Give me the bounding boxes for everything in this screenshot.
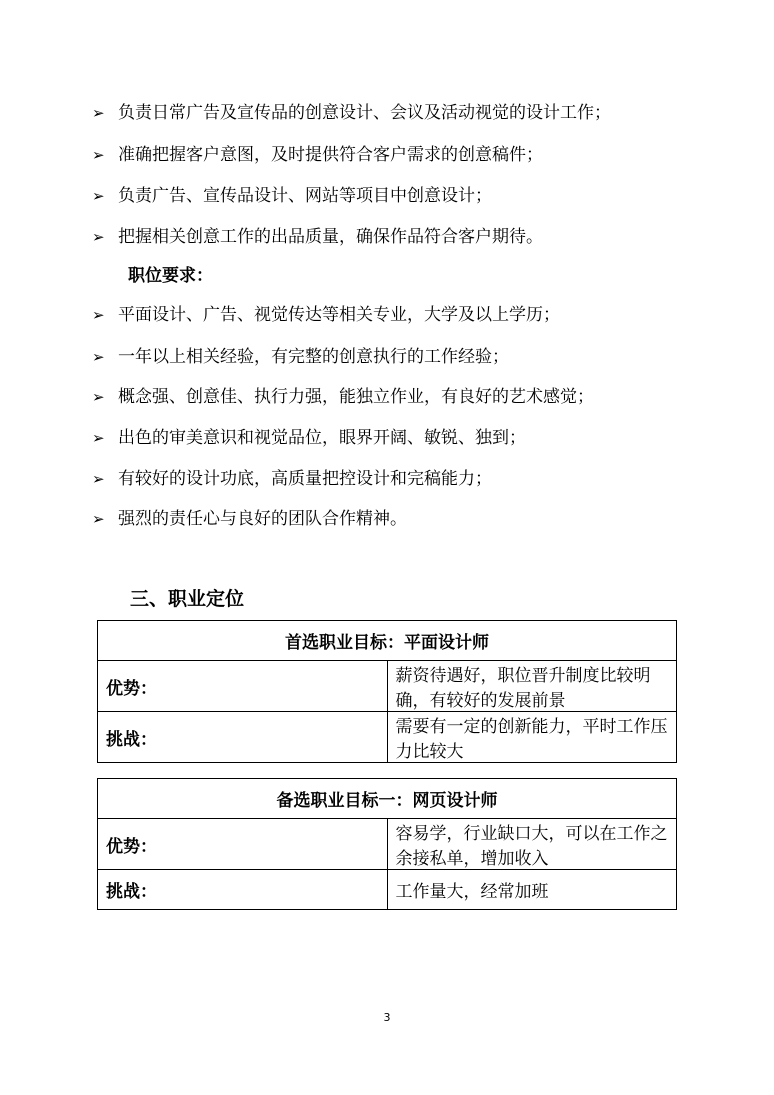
row-label: 挑战： bbox=[98, 712, 388, 763]
section-title: 三、职业定位 bbox=[130, 588, 245, 610]
row-label: 优势： bbox=[98, 819, 388, 870]
table-row bbox=[98, 870, 677, 910]
duty-text: 负责日常广告及宣传品的创意设计、会议及活动视觉的设计工作； bbox=[118, 103, 611, 123]
list-item bbox=[92, 426, 526, 450]
arrow-bullet-icon: ➢ bbox=[92, 187, 105, 205]
list-item bbox=[92, 303, 560, 327]
list-item bbox=[92, 385, 594, 409]
arrow-bullet-icon: ➢ bbox=[92, 348, 105, 366]
list-item bbox=[92, 143, 543, 167]
arrow-bullet-icon: ➢ bbox=[92, 470, 105, 488]
row-value: 工作量大，经常加班 bbox=[387, 870, 677, 910]
table-row bbox=[98, 661, 677, 712]
list-item bbox=[92, 467, 492, 491]
requirement-text: 概念强、创意佳、执行力强，能独立作业，有良好的艺术感觉； bbox=[118, 387, 594, 407]
table-row bbox=[98, 621, 677, 661]
career-goal-table bbox=[97, 778, 677, 910]
table-row bbox=[98, 712, 677, 763]
list-item bbox=[92, 345, 509, 369]
arrow-bullet-icon: ➢ bbox=[92, 146, 105, 164]
requirements-heading: 职位要求： bbox=[128, 266, 213, 286]
row-label: 优势： bbox=[98, 661, 388, 712]
arrow-bullet-icon: ➢ bbox=[92, 510, 105, 528]
row-value: 容易学，行业缺口大，可以在工作之余接私单，增加收入 bbox=[387, 819, 677, 870]
table-row bbox=[98, 779, 677, 819]
requirement-text: 有较好的设计功底，高质量把控设计和完稿能力； bbox=[118, 469, 492, 489]
table-row bbox=[98, 819, 677, 870]
arrow-bullet-icon: ➢ bbox=[92, 104, 105, 122]
duty-text: 把握相关创意工作的出品质量，确保作品符合客户期待。 bbox=[118, 227, 543, 247]
table-title: 备选职业目标一：网页设计师 bbox=[98, 779, 677, 819]
list-item bbox=[92, 184, 492, 208]
requirement-text: 出色的审美意识和视觉品位，眼界开阔、敏锐、独到； bbox=[118, 428, 526, 448]
duty-text: 负责广告、宣传品设计、网站等项目中创意设计； bbox=[118, 186, 492, 206]
row-label: 挑战： bbox=[98, 870, 388, 910]
list-item bbox=[92, 507, 407, 531]
career-goal-table bbox=[97, 620, 677, 763]
requirement-text: 一年以上相关经验，有完整的创意执行的工作经验； bbox=[118, 347, 509, 367]
page-number: 3 bbox=[383, 1011, 391, 1024]
row-value: 薪资待遇好，职位晋升制度比较明确，有较好的发展前景 bbox=[387, 661, 677, 712]
arrow-bullet-icon: ➢ bbox=[92, 306, 105, 324]
requirement-text: 平面设计、广告、视觉传达等相关专业，大学及以上学历； bbox=[118, 305, 560, 325]
list-item bbox=[92, 101, 611, 125]
requirement-text: 强烈的责任心与良好的团队合作精神。 bbox=[118, 509, 407, 529]
arrow-bullet-icon: ➢ bbox=[92, 228, 105, 246]
duty-text: 准确把握客户意图，及时提供符合客户需求的创意稿件； bbox=[118, 145, 543, 165]
arrow-bullet-icon: ➢ bbox=[92, 388, 105, 406]
list-item bbox=[92, 225, 543, 249]
arrow-bullet-icon: ➢ bbox=[92, 429, 105, 447]
row-value: 需要有一定的创新能力，平时工作压力比较大 bbox=[387, 712, 677, 763]
table-title: 首选职业目标：平面设计师 bbox=[98, 621, 677, 661]
